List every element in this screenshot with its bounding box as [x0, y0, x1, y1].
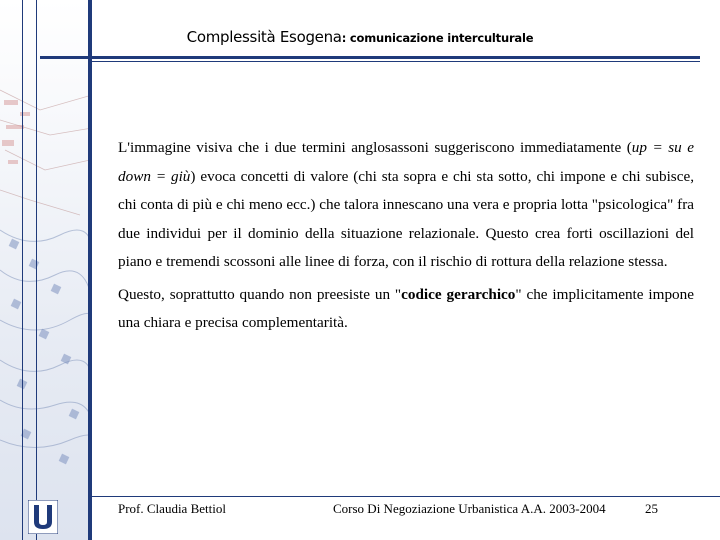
page-number: 25 [645, 501, 658, 516]
paragraph-2-text-b: " che implicitamente impone una chiara e precisa complementarità. [118, 285, 694, 331]
paragraph-2 [118, 281, 694, 338]
paragraph-1-text-a: L'immagine visiva che i due termini anglosassoni suggeriscono immediatamente ( [118, 139, 632, 156]
header-rule [40, 56, 700, 59]
paragraph-2-bold: codice gerarchico [401, 285, 516, 303]
footer-course: Corso Di Negoziazione Urbanistica A.A. 2003-2004 [333, 501, 606, 516]
slide-title [0, 27, 720, 46]
decorative-vertical-line [36, 0, 37, 540]
decorative-vertical-line [22, 0, 23, 540]
university-logo-icon [28, 500, 58, 534]
title-subtitle: : comunicazione interculturale [341, 31, 534, 45]
slide-body [118, 134, 694, 338]
paragraph-2-text-a: Questo, soprattutto quando non preesiste un " [118, 285, 402, 303]
header-rule-thin [92, 61, 700, 62]
paragraph-1 [118, 134, 694, 277]
title-main: Complessità Esogena [186, 28, 342, 46]
decorative-map-strip [0, 0, 92, 540]
city-map-graphic [0, 0, 92, 540]
left-border-bar [88, 0, 92, 540]
footer-author: Prof. Claudia Bettiol [118, 501, 226, 516]
paragraph-1-text-b: ) evoca concetti di valore (chi sta sopra e chi sta sotto, chi impone e chi subisce, chi conta di più e chi meno ecc.) che talora innescano una vera e propria lotta "psicologica" fra due individui per il dominio della situazione relazionale. Questo crea forti oscillazioni del piano e tremendi scossoni alle linee di forza, con il rischio di rottura della relazione stessa. [118, 167, 694, 270]
paragraph-1-italic: up = su e down = giù [118, 139, 694, 185]
footer-rule [92, 496, 720, 497]
